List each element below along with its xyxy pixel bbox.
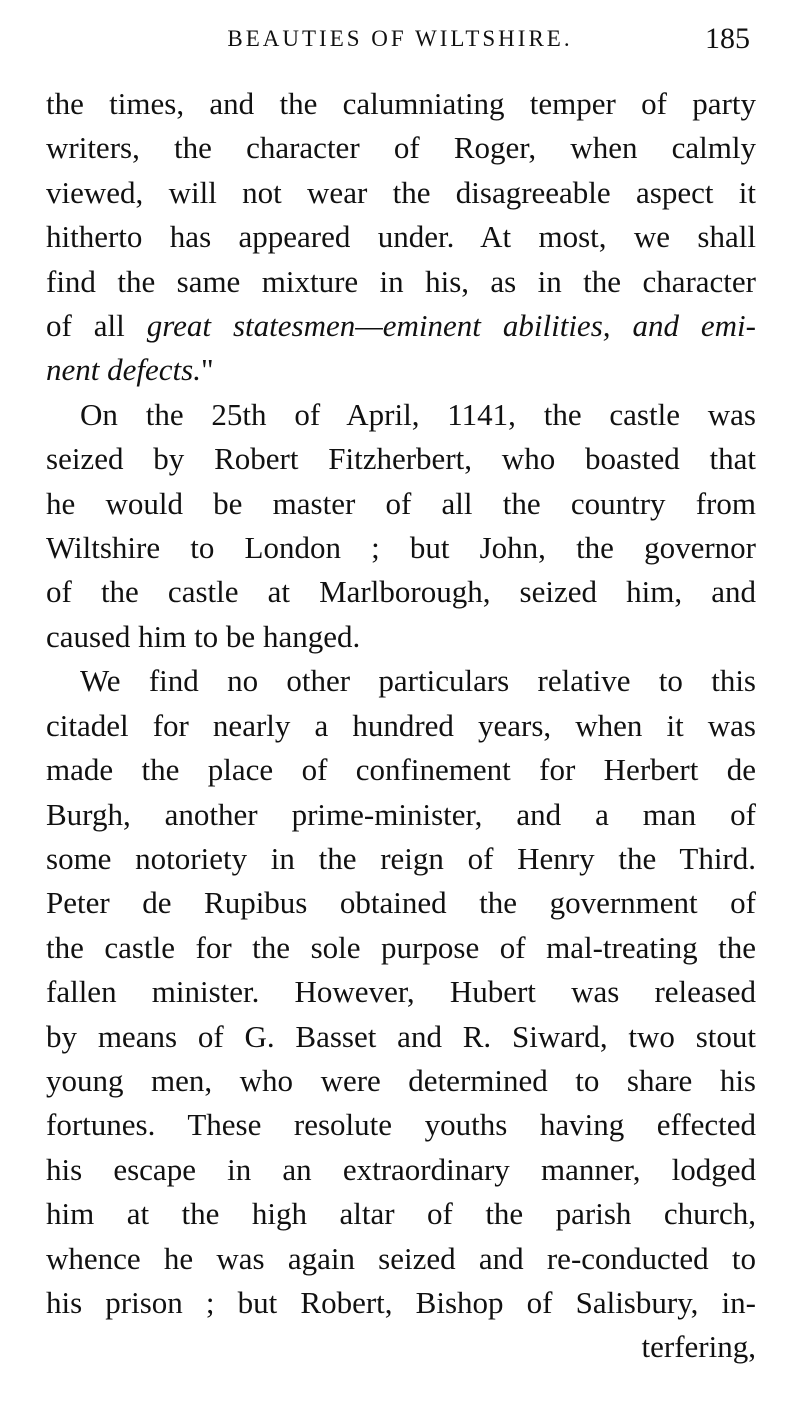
text-line: writers, the character of Roger, when calmly bbox=[46, 130, 756, 166]
text-span: " bbox=[200, 352, 214, 388]
text-line bbox=[46, 348, 756, 392]
text-line: Peter de Rupibus obtained the government of bbox=[46, 885, 756, 921]
text-line: him at the high altar of the parish church, bbox=[46, 1196, 756, 1232]
text-line: he would be master of all the country from bbox=[46, 485, 756, 521]
text-line: citadel for nearly a hundred years, when it was bbox=[46, 707, 756, 743]
text-line: Burgh, another prime-minister, and a man of bbox=[46, 796, 756, 832]
paragraph-start-line: On the 25th of April, 1141, the castle was bbox=[80, 396, 756, 432]
text-line: his escape in an extraordinary manner, lodged bbox=[46, 1151, 756, 1187]
text-line: of the castle at Marlborough, seized him, and bbox=[46, 574, 756, 610]
paragraph-start-line: We find no other particulars relative to this bbox=[80, 663, 756, 699]
text-line: his prison ; but Robert, Bishop of Salisbury, in- bbox=[46, 1284, 756, 1320]
body-text bbox=[46, 82, 756, 1370]
text-line: whence he was again seized and re-conducted to bbox=[46, 1240, 756, 1276]
text-line bbox=[46, 304, 756, 348]
text-line: caused him to be hanged. bbox=[46, 618, 361, 654]
text-line: Wiltshire to London ; but John, the governor bbox=[46, 530, 756, 566]
text-line: fortunes. These resolute youths having effected bbox=[46, 1107, 756, 1143]
text-line: the times, and the calumniating temper of party bbox=[46, 86, 756, 121]
running-head: BEAUTIES OF WILTSHIRE. bbox=[227, 26, 573, 51]
italic-span: great statesmen—eminent abilities, and emi- bbox=[146, 308, 756, 344]
catchword-line: terfering, bbox=[641, 1329, 756, 1365]
text-line: by means of G. Basset and R. Siward, two stout bbox=[46, 1018, 756, 1054]
text-line: young men, who were determined to share his bbox=[46, 1062, 756, 1098]
text-line: some notoriety in the reign of Henry the Third. bbox=[46, 840, 756, 876]
italic-span: nent defects. bbox=[46, 352, 201, 388]
text-line: viewed, will not wear the disagreeable aspect it bbox=[46, 174, 756, 210]
text-line: the castle for the sole purpose of mal-treating the bbox=[46, 929, 756, 965]
text-line: seized by Robert Fitzherbert, who boasted that bbox=[46, 441, 756, 477]
text-line: fallen minister. However, Hubert was released bbox=[46, 974, 756, 1010]
page-number: 185 bbox=[705, 22, 750, 55]
text-line: find the same mixture in his, as in the character bbox=[46, 263, 756, 299]
text-line: hitherto has appeared under. At most, we shall bbox=[46, 219, 756, 255]
page-header bbox=[48, 18, 752, 68]
text-line: made the place of confinement for Herbert de bbox=[46, 752, 756, 788]
text-span: of all bbox=[46, 308, 147, 344]
